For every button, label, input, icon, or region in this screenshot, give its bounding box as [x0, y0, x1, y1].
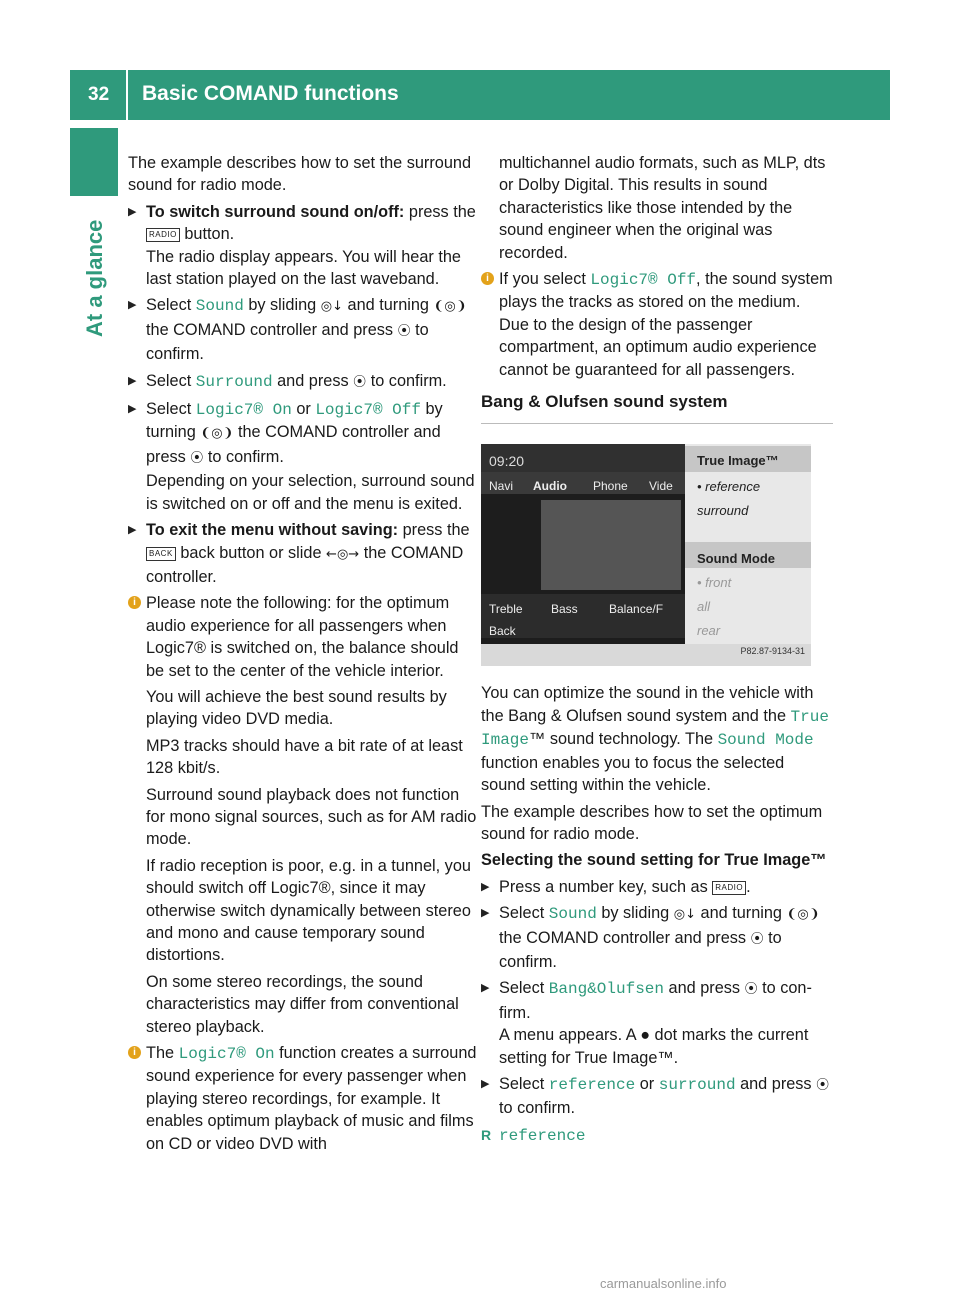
menu-code-logic7-on: Logic7® On [195, 401, 292, 420]
screen-tab: Phone [593, 479, 628, 494]
text: by sliding [596, 904, 674, 923]
step-title: To exit the menu without saving: [146, 521, 399, 540]
intro-paragraph: The example describes how to set the surround sound for radio mode. [128, 154, 471, 195]
slide-left-right-icon: ←◎→ [326, 546, 360, 562]
screen-tab: Vide [649, 479, 673, 494]
screen-time: 09:20 [489, 453, 525, 470]
text: Select [146, 400, 196, 419]
step-select-sound [128, 294, 480, 365]
text: back button or slide [175, 543, 327, 562]
step-select-surround [128, 370, 480, 394]
result-reference [481, 1124, 833, 1147]
menu-code-logic7-on: Logic7® On [178, 1045, 275, 1064]
step-select-reference [481, 1073, 833, 1120]
step-title: To switch surround sound on/off: [146, 202, 405, 221]
menu-code-sound: Sound [548, 905, 597, 924]
continued-paragraph: multichannel audio formats, such as MLP, dts or Dolby Digital. This results in sound characteristics like those intended by the sound engineer when the original was recorded. [499, 154, 826, 262]
step-select-bang-olufsen [481, 977, 833, 1069]
menu-item: all [697, 599, 711, 615]
step-select-logic7 [128, 398, 480, 515]
menu-code-surround: surround [658, 1075, 736, 1094]
screen-tab-bar [481, 472, 685, 494]
press-controller-icon: ⦿ [816, 1077, 830, 1093]
text: by sliding [243, 296, 321, 315]
text: to confirm. [499, 979, 812, 1022]
text: or [291, 400, 316, 419]
text: to confirm. [499, 928, 782, 971]
text: the COMAND controller and press [146, 320, 398, 339]
menu-code-sound: Sound [195, 297, 244, 316]
screen-bottom-item: Bass [551, 602, 578, 617]
text: by turning [146, 400, 443, 442]
menu-code-sound-mode: Sound Mode [717, 731, 814, 750]
header-divider [126, 70, 128, 120]
slide-down-icon: ◎↓ [673, 907, 696, 923]
text: ™ sound technology. The [529, 730, 718, 749]
text: Select [499, 1074, 549, 1093]
text: press the [404, 202, 476, 221]
right-column [481, 152, 833, 1151]
page-number: 32 [88, 84, 110, 105]
step-exit-menu [128, 519, 480, 588]
step-detail: The radio display appears. You will hear the last station played on the last waveband. [146, 247, 461, 289]
text: the COMAND controller and press [499, 928, 751, 947]
info-paragraph: If radio reception is poor, e.g. in a tunnel, you should switch off Logic7®, since it may otherwise switch dynamically between stereo and mono and cause temporary sound distortions. [146, 856, 471, 965]
screen-tab: Navi [489, 479, 514, 494]
comand-screen-image [481, 444, 811, 666]
text: and turning [695, 904, 787, 923]
menu-item: surround [697, 503, 749, 519]
section-title: Basic COMAND functions [142, 82, 399, 105]
vehicle-seat-graphic [541, 500, 681, 590]
text: and press [664, 979, 745, 998]
menu-code-true-image: True Image [481, 707, 829, 750]
menu-item: • front [697, 575, 732, 591]
text: press the [398, 521, 470, 540]
text: If you select [499, 270, 591, 289]
text: Select [499, 904, 549, 923]
menu-item: True Image™ [697, 453, 779, 469]
turn-controller-icon: ❨◎❩ [433, 299, 467, 315]
slide-down-icon: ◎↓ [320, 299, 343, 315]
watermark: carmanualsonline.info [600, 1276, 727, 1291]
side-tab-block [70, 128, 118, 196]
screen-bottom-item: Treble [489, 602, 523, 617]
press-controller-icon: ⦿ [353, 374, 367, 390]
step-select-sound [481, 902, 833, 973]
image-footer [481, 644, 811, 666]
side-tab-label: At a glance [82, 220, 107, 338]
text: Select [146, 296, 196, 315]
text: to confirm. [146, 320, 429, 364]
press-controller-icon: ⦿ [744, 982, 758, 998]
info-icon: i [128, 596, 141, 609]
subheading: Selecting the sound setting for True Image™ [481, 851, 827, 870]
text: to confirm. [499, 1099, 576, 1118]
info-paragraph: MP3 tracks should have a bit rate of at least 128 kbit/s. [146, 736, 463, 778]
text: You can optimize the sound in the vehicle with the Bang & Olufsen sound system and the [481, 684, 814, 725]
info-paragraph: You will achieve the best sound results by playing video DVD media. [146, 687, 447, 729]
info-note-logic7-on [128, 1042, 480, 1155]
menu-code-surround: Surround [195, 372, 273, 391]
info-paragraph: On some stereo recordings, the sound characteristics may differ from conventional stereo playback. [146, 972, 459, 1036]
menu-code-reference: reference [499, 1126, 586, 1145]
text: and turning [342, 296, 434, 315]
step-detail: A menu appears. A ● dot marks the current setting for True Image™. [499, 1026, 809, 1067]
text: and press [735, 1074, 817, 1093]
text: to confirm. [366, 371, 447, 390]
menu-item: Sound Mode [697, 551, 775, 567]
text: . [746, 877, 751, 896]
text: the COMAND controller and press [146, 423, 441, 466]
text: the COMAND controller. [146, 543, 464, 586]
menu-item: • reference [697, 479, 761, 495]
text: function enables you to focus the selected sound setting within the vehicle. [481, 753, 785, 795]
info-note-logic7 [128, 592, 480, 682]
menu-code-bang-olufsen: Bang&Olufsen [548, 980, 664, 999]
screen-bottom-bar [481, 594, 685, 638]
page-header [70, 70, 890, 120]
text: , the sound system plays the tracks as stored on the medium. Due to the design of the passenger compartment, an optimum audio experience cannot be guaranteed for all passengers. [499, 270, 833, 379]
info-icon: i [128, 1046, 141, 1059]
turn-controller-icon: ❨◎❩ [200, 426, 234, 442]
screen-tab: Audio [533, 479, 567, 494]
screen-side-menu [685, 444, 811, 644]
menu-code-logic7-off: Logic7® Off [590, 271, 697, 290]
body-paragraph [481, 682, 833, 796]
press-controller-icon: ⦿ [190, 450, 204, 466]
body-paragraph: The example describes how to set the optimum sound for radio mode. [481, 802, 823, 843]
text: Select [499, 979, 549, 998]
press-controller-icon: ⦿ [750, 931, 764, 947]
menu-item: rear [697, 623, 721, 639]
screen-bottom-item: Balance/F [609, 602, 664, 617]
text: function creates a surround sound experience for every passenger when playing stereo recordings, for example. It enables optimum playback of music and films on CD or video DVD with [146, 1044, 477, 1153]
text: The [146, 1044, 179, 1063]
left-column [128, 152, 480, 1159]
radio-button-icon: RADIO [712, 881, 746, 895]
screen-bottom-item: Back [489, 624, 516, 639]
info-icon: i [481, 272, 494, 285]
menu-code-reference: reference [548, 1075, 636, 1094]
text: or [635, 1074, 659, 1093]
text: Press a number key, such as [499, 877, 713, 896]
radio-button-icon: RADIO [146, 228, 180, 242]
screen-status-bar [481, 444, 685, 472]
turn-controller-icon: ❨◎❩ [786, 907, 820, 923]
text: Select [146, 371, 196, 390]
text: and press [272, 371, 354, 390]
step-detail: Depending on your selection, surround sound is switched on or off and the menu is exited. [146, 472, 475, 513]
step-press-number [481, 876, 833, 898]
back-button-icon: BACK [146, 547, 176, 561]
info-note-logic7-off [481, 268, 833, 381]
section-heading: Bang & Olufsen sound system [481, 391, 833, 424]
step-switch-surround [128, 201, 480, 291]
image-code: P82.87-9134-31 [740, 646, 805, 657]
info-text: Please note the following: for the optimum audio experience for all passengers when Logic7® is switched on, the balance should be set to the center of the vehicle interior. [146, 594, 459, 680]
text: to confirm. [203, 447, 284, 466]
press-controller-icon: ⦿ [397, 323, 411, 339]
info-paragraph: Surround sound playback does not function for mono signal sources, such as for AM radio mode. [146, 785, 477, 849]
text: button. [179, 225, 235, 244]
menu-code-logic7-off: Logic7® Off [315, 401, 421, 420]
